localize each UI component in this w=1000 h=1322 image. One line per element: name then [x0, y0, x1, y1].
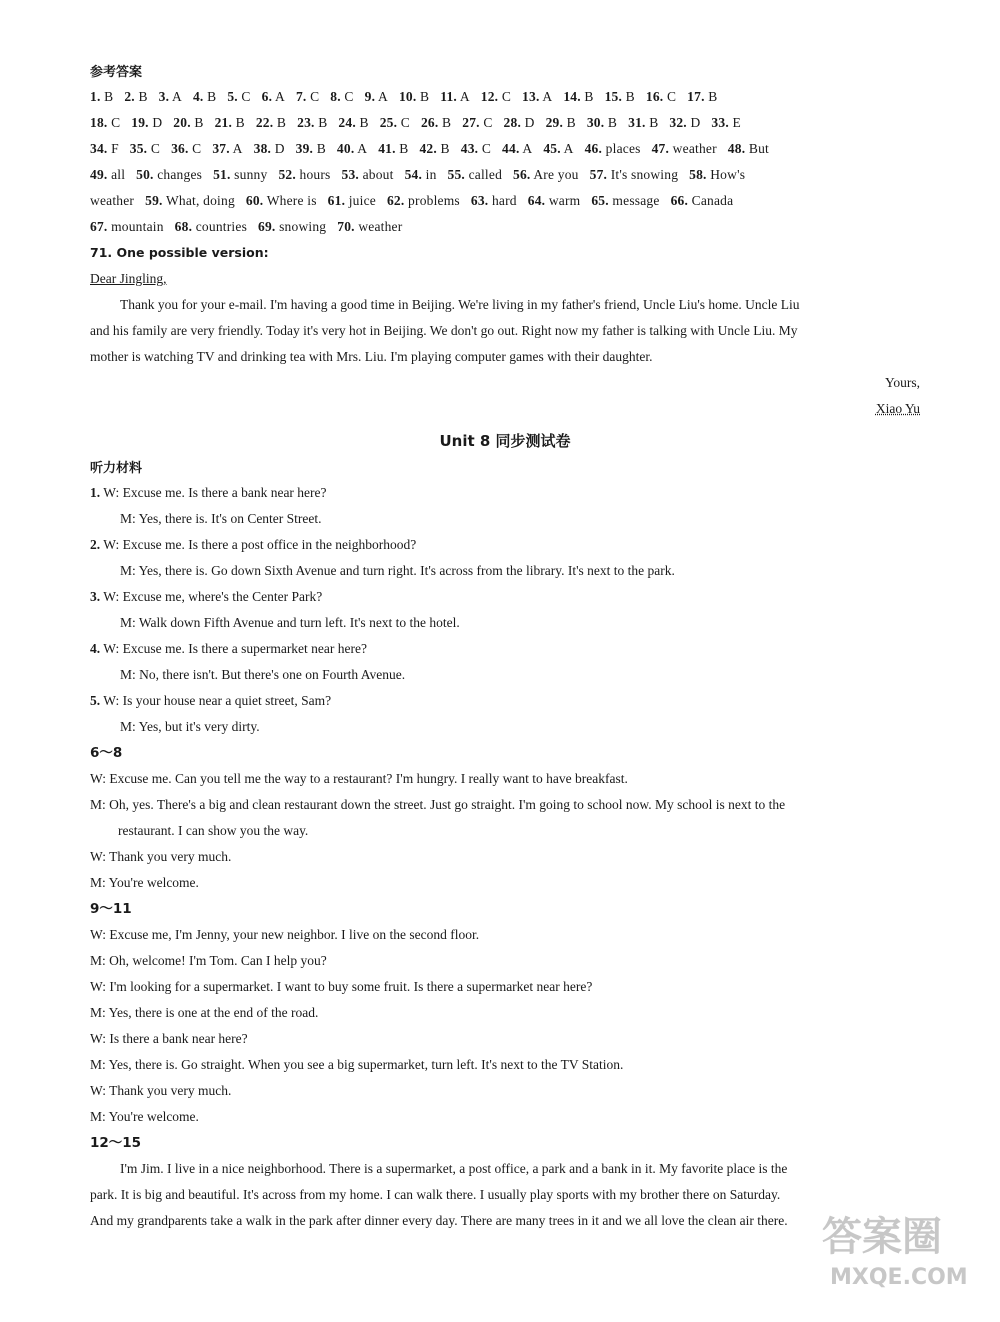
answer-value: C [111, 115, 121, 130]
item-number: 5. [90, 693, 101, 708]
section-6-8-label: 6～8 [90, 745, 123, 761]
answer-number: 47. [651, 141, 670, 156]
answer-value: C [481, 141, 492, 156]
answer-value: B [607, 115, 618, 130]
answer-value: B [399, 141, 409, 156]
answer-value: C [666, 89, 677, 104]
answer-number: 69. [258, 219, 276, 234]
answer-value: hard [491, 193, 517, 208]
answer-value: A [522, 141, 533, 156]
answer-value: all [111, 167, 126, 182]
dialogue-line: W: Thank you very much. [90, 1083, 232, 1098]
listening-item-3 [90, 584, 920, 636]
answer-number: 39. [295, 141, 314, 156]
answer-number: 60. [245, 193, 264, 208]
answer-number: 4. [192, 89, 204, 104]
answer-number: 20. [173, 115, 191, 130]
answer-value: C [344, 89, 354, 104]
dialogue-line: W: Thank you very much. [90, 849, 232, 864]
answer-number: 11. [440, 89, 457, 104]
answer-value: A [275, 89, 285, 104]
answer-number: 3. [158, 89, 170, 104]
answer-number: 14. [563, 89, 581, 104]
answer-number: 22. [255, 115, 274, 130]
listening-heading: 听力材料 [90, 461, 143, 476]
answer-value: A [378, 89, 388, 104]
answer-value: E [732, 115, 741, 130]
answer-value: warm [548, 193, 581, 208]
answer-value: It's snowing [610, 167, 679, 182]
answer-value: in [425, 167, 437, 182]
woman-line: W: Is your house near a quiet street, Sam? [103, 693, 332, 708]
answer-value: B [235, 115, 245, 130]
answer-value: places [605, 141, 641, 156]
answer-number: 9. [364, 89, 376, 104]
answer-number: 17. [687, 89, 705, 104]
answer-value: juice [348, 193, 376, 208]
answer-number: 44. [502, 141, 520, 156]
answer-value: But [748, 141, 769, 156]
answer-number: 31. [628, 115, 646, 130]
answer-value: Where is [266, 193, 317, 208]
passage-line: park. It is big and beautiful. It's across from my home. I can walk there. I usually play sports with my brother there on Saturday. [90, 1187, 781, 1202]
dialogue-line: M: Oh, yes. There's a big and clean restaurant down the street. Just go straight. I'm going to school now. My school is next to the [90, 797, 786, 812]
answer-number: 32. [669, 115, 687, 130]
answer-number: 49. [90, 167, 108, 182]
answer-number: 29. [545, 115, 564, 130]
answer-number: 45. [543, 141, 561, 156]
answer-value: D [690, 115, 701, 130]
answer-number: 37. [212, 141, 230, 156]
answer-value: How's [710, 167, 746, 182]
answer-value: C [483, 115, 493, 130]
answer-key [90, 84, 920, 240]
answer-number: 35. [129, 141, 148, 156]
answer-value: A [232, 141, 243, 156]
answer-number: 61. [327, 193, 346, 208]
answer-value: message [612, 193, 660, 208]
signature-text: Xiao Yu [875, 401, 920, 416]
answer-number: 33. [711, 115, 729, 130]
answer-value: hours [299, 167, 331, 182]
answer-number: 16. [645, 89, 664, 104]
man-line: M: Yes, there is. It's on Center Street. [120, 511, 322, 526]
answer-number: 66. [670, 193, 689, 208]
answer-value: problems [408, 193, 460, 208]
answer-value: weather [358, 219, 403, 234]
essay-salutation [90, 266, 920, 292]
answer-row [90, 162, 920, 188]
answer-number: 21. [214, 115, 233, 130]
answer-number: 34. [90, 141, 108, 156]
man-line: M: Yes, but it's very dirty. [120, 719, 260, 734]
answer-number: 15. [604, 89, 623, 104]
answer-value: B [318, 115, 328, 130]
answer-value: C [400, 115, 410, 130]
answer-number: 48. [727, 141, 746, 156]
answer-value: Are you [533, 167, 579, 182]
answer-number: 42. [419, 141, 437, 156]
answer-value: B [276, 115, 287, 130]
answer-value: B [442, 115, 452, 130]
answer-number: 52. [278, 167, 296, 182]
answer-number: 23. [297, 115, 315, 130]
answer-value: B [566, 115, 576, 130]
answer-value: A [172, 89, 182, 104]
dialogue-line: W: Excuse me. Can you tell me the way to a restaurant? I'm hungry. I really want to have breakfast. [90, 771, 628, 786]
dialogue-line: W: Excuse me, I'm Jenny, your new neighbor. I live on the second floor. [90, 927, 480, 942]
woman-line: W: Excuse me. Is there a supermarket near here? [103, 641, 368, 656]
answer-number: 57. [589, 167, 608, 182]
answer-value: D [152, 115, 163, 130]
answer-value: B [420, 89, 430, 104]
woman-line: W: Excuse me. Is there a post office in the neighborhood? [103, 537, 417, 552]
answer-value: B [625, 89, 635, 104]
answer-number: 36. [171, 141, 189, 156]
answer-number: 43. [460, 141, 479, 156]
answer-number: 24. [338, 115, 356, 130]
unit8-title: Unit 8 同步测试卷 [439, 432, 571, 450]
answer-value: changes [157, 167, 203, 182]
salutation-text: Dear Jingling, [90, 271, 167, 286]
item-number: 4. [90, 641, 101, 656]
answer-value: B [316, 141, 326, 156]
answer-number: 38. [253, 141, 272, 156]
answer-value: C [310, 89, 320, 104]
answer-number: 25. [379, 115, 398, 130]
answer-number: 53. [341, 167, 359, 182]
dialogue-line: M: You're welcome. [90, 875, 199, 890]
answer-value: B [708, 89, 718, 104]
answer-number: 54. [404, 167, 423, 182]
section-12-15-label: 12～15 [90, 1135, 142, 1151]
answer-value: D [274, 141, 285, 156]
watermark-logo [816, 1198, 986, 1298]
answer-value: B [104, 89, 114, 104]
answer-value: B [194, 115, 204, 130]
answer-value: What, doing [165, 193, 235, 208]
answer-number: 1. [90, 89, 101, 104]
answer-value: Canada [691, 193, 734, 208]
answer-value: weather [90, 193, 135, 208]
answer-value: mountain [111, 219, 164, 234]
answer-row [90, 84, 920, 110]
dialogue-line: M: Yes, there is one at the end of the road. [90, 1005, 319, 1020]
answer-number: 18. [90, 115, 108, 130]
essay-line-1-text: Thank you for your e-mail. I'm having a good time in Beijing. We're living in my father's friend, Uncle Liu's home. Uncle Liu [120, 297, 800, 312]
answer-value: C [150, 141, 161, 156]
essay-label: 71. One possible version: [90, 245, 269, 260]
answer-number: 7. [295, 89, 307, 104]
dialogue-line: M: Yes, there is. Go straight. When you see a big supermarket, turn left. It's next to the TV Station. [90, 1057, 624, 1072]
answer-value: about [362, 167, 394, 182]
answer-number: 55. [447, 167, 466, 182]
answer-value: B [138, 89, 148, 104]
item-number: 3. [90, 589, 101, 604]
answer-value: A [563, 141, 574, 156]
answer-number: 41. [378, 141, 396, 156]
answer-number: 27. [462, 115, 480, 130]
essay-signature [90, 396, 920, 422]
answer-value: sunny [234, 167, 268, 182]
answer-number: 30. [586, 115, 605, 130]
listening-item-4 [90, 636, 920, 688]
answer-number: 65. [591, 193, 609, 208]
answer-value: C [192, 141, 202, 156]
answer-row [90, 214, 920, 240]
answer-number: 19. [131, 115, 149, 130]
answer-value: A [542, 89, 553, 104]
answer-value: snowing [279, 219, 327, 234]
man-line: M: No, there isn't. But there's one on Fourth Avenue. [120, 667, 406, 682]
answer-number: 10. [398, 89, 417, 104]
answer-row [90, 188, 920, 214]
watermark-logo-text: 答案圈 [822, 1214, 942, 1260]
answer-value: B [584, 89, 594, 104]
answer-number: 5. [227, 89, 238, 104]
answer-number: 28. [503, 115, 522, 130]
answers-heading: 参考答案 [90, 65, 143, 80]
essay-line-1 [90, 292, 920, 318]
answer-row [90, 110, 920, 136]
watermark-url: MXQE.COM [830, 1265, 968, 1290]
answer-value: B [649, 115, 659, 130]
answer-number: 59. [145, 193, 163, 208]
essay-line-2: and his family are very friendly. Today it's very hot in Beijing. We don't go out. Right now my father is talking with Uncle Liu. My [90, 323, 798, 338]
answer-value: C [241, 89, 251, 104]
answer-number: 40. [336, 141, 355, 156]
answer-number: 13. [522, 89, 540, 104]
answer-number: 62. [386, 193, 405, 208]
listening-item-1 [90, 480, 920, 532]
essay-closing: Yours, [884, 375, 920, 390]
answer-value: A [357, 141, 368, 156]
answer-number: 67. [90, 219, 108, 234]
answer-value: countries [195, 219, 248, 234]
answer-value: C [501, 89, 512, 104]
dialogue-line: M: Oh, welcome! I'm Tom. Can I help you? [90, 953, 327, 968]
answer-value: F [111, 141, 119, 156]
answer-number: 68. [174, 219, 193, 234]
answer-value: B [359, 115, 369, 130]
answer-number: 26. [420, 115, 439, 130]
answer-value: called [468, 167, 503, 182]
dialogue-line: W: Is there a bank near here? [90, 1031, 248, 1046]
answer-number: 58. [689, 167, 707, 182]
man-line: M: Yes, there is. Go down Sixth Avenue and turn right. It's across from the library. It's next to the park. [120, 563, 675, 578]
item-number: 2. [90, 537, 101, 552]
answer-number: 70. [337, 219, 355, 234]
answer-value: D [524, 115, 535, 130]
answer-number: 8. [330, 89, 341, 104]
answer-number: 63. [470, 193, 489, 208]
answer-number: 2. [124, 89, 135, 104]
answer-page [90, 62, 920, 1234]
answer-number: 51. [213, 167, 231, 182]
answer-number: 50. [136, 167, 154, 182]
dialogue-line: M: You're welcome. [90, 1109, 199, 1124]
answer-value: A [459, 89, 470, 104]
answer-number: 64. [527, 193, 546, 208]
passage-line: I'm Jim. I live in a nice neighborhood. There is a supermarket, a post office, a park and a bank in it. My favorite place is the [120, 1161, 788, 1176]
answer-value: weather [672, 141, 717, 156]
answer-value: B [207, 89, 217, 104]
passage-line: And my grandparents take a walk in the park after dinner every day. There are many trees in it and we all love the clean air there. [90, 1213, 788, 1228]
woman-line: W: Excuse me. Is there a bank near here? [103, 485, 327, 500]
answer-number: 56. [513, 167, 531, 182]
man-line: M: Walk down Fifth Avenue and turn left. It's next to the hotel. [120, 615, 460, 630]
dialogue-line: restaurant. I can show you the way. [118, 823, 309, 838]
listening-item-2 [90, 532, 920, 584]
answer-number: 12. [480, 89, 499, 104]
answer-value: B [440, 141, 450, 156]
listening-item-5 [90, 688, 920, 740]
woman-line: W: Excuse me, where's the Center Park? [103, 589, 323, 604]
item-number: 1. [90, 485, 101, 500]
essay-line-3: mother is watching TV and drinking tea with Mrs. Liu. I'm playing computer games with their daughter. [90, 349, 653, 364]
answer-number: 6. [261, 89, 273, 104]
answer-number: 46. [584, 141, 603, 156]
section-9-11-label: 9～11 [90, 901, 132, 917]
answer-row [90, 136, 920, 162]
dialogue-line: W: I'm looking for a supermarket. I want to buy some fruit. Is there a supermarket near here? [90, 979, 593, 994]
